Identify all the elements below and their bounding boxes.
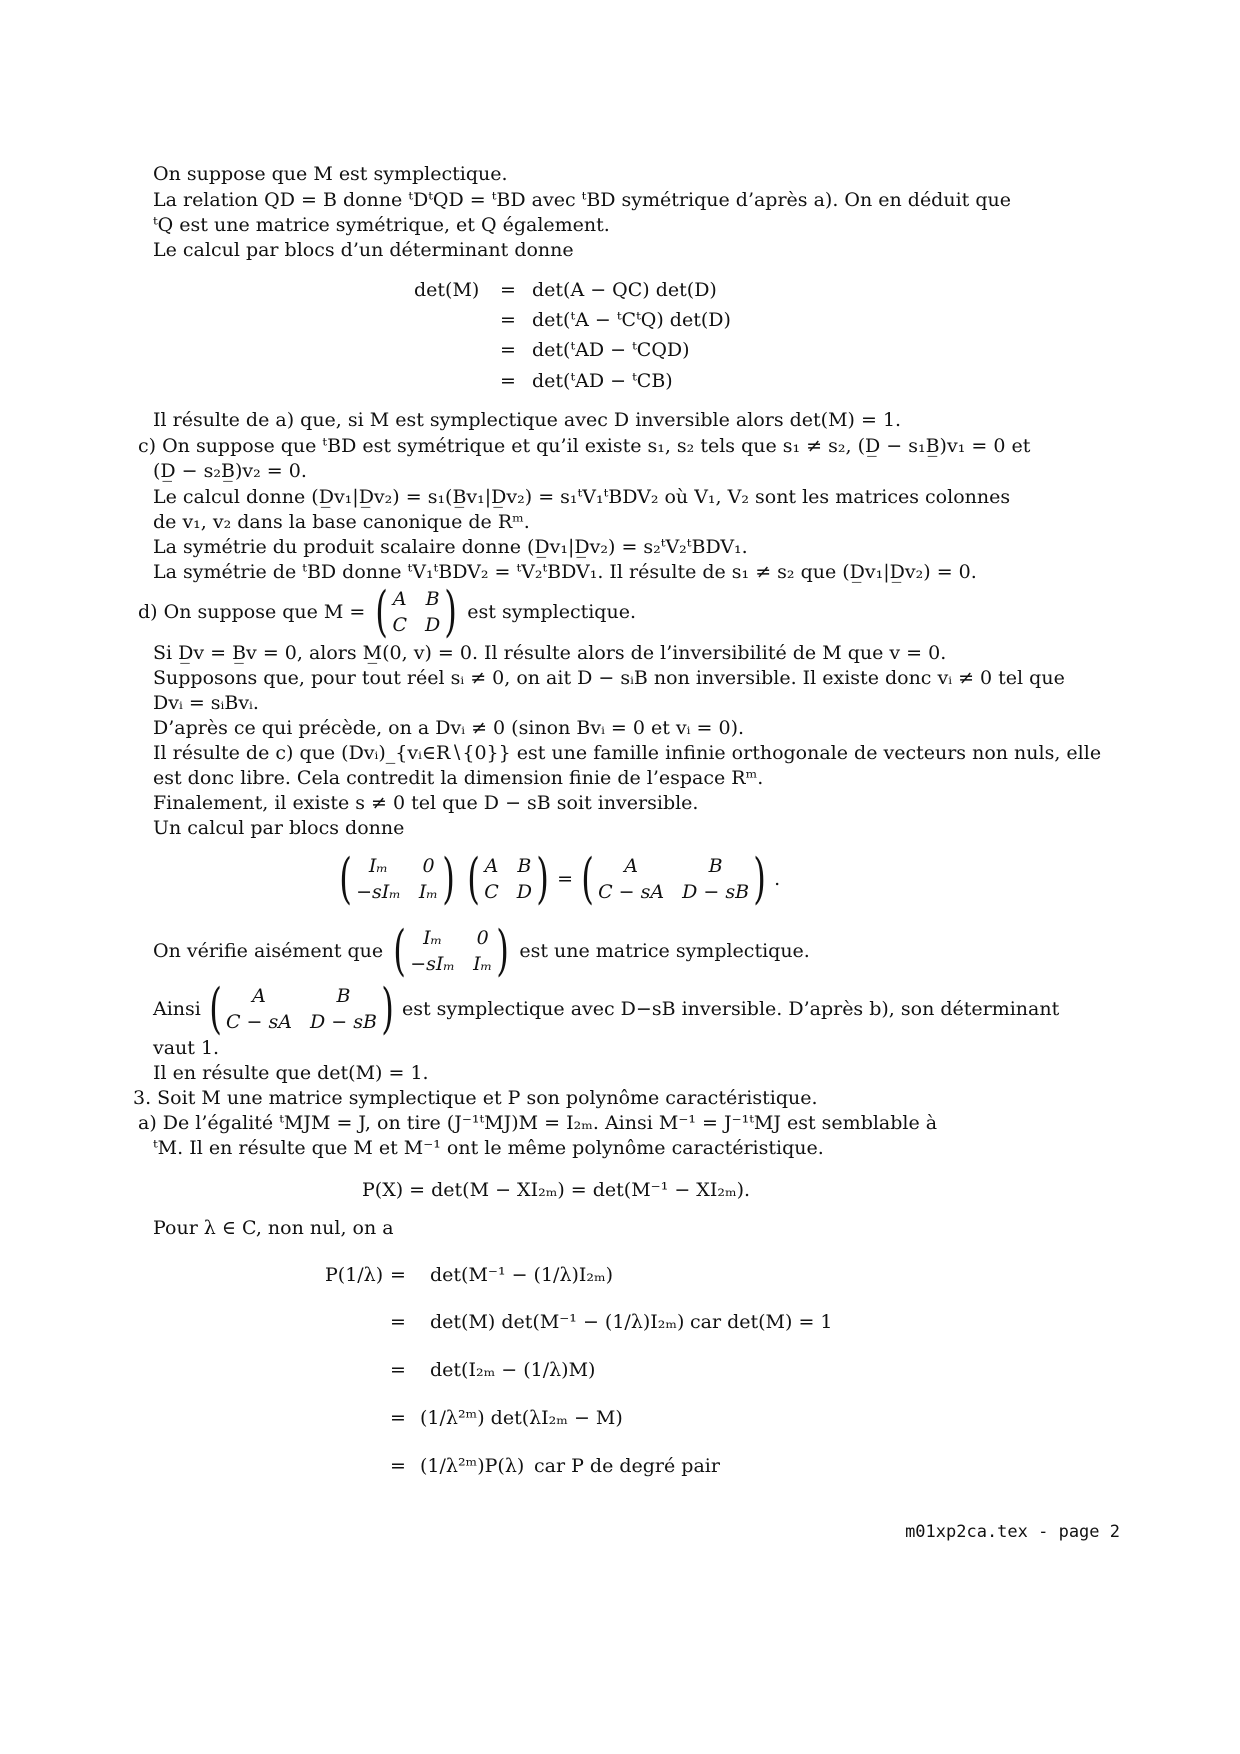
text: Ainsi <box>153 998 201 1020</box>
text-line: ᵗM. Il en résulte que M et M⁻¹ ont le même polynôme caractéristique. <box>153 1137 824 1159</box>
eq-sign: = <box>500 309 516 331</box>
eq-sign: = <box>500 279 516 301</box>
text-line: Un calcul par blocs donne <box>153 817 405 839</box>
matrix-cell: B <box>425 588 440 610</box>
matrix-cell: A <box>624 855 638 877</box>
matrix-T: ( Iₘ 0 −sIₘ Iₘ ) <box>393 919 510 982</box>
text-line: Si D̲v = B̲v = 0, alors M̲(0, v) = 0. Il résulte alors de l’inversibilité de M que v = 0. <box>153 642 947 664</box>
eq-sign: = <box>390 1359 406 1381</box>
eq-sign: = <box>390 1455 406 1477</box>
text: est symplectique. <box>467 601 636 623</box>
eq-rhs: det(M) det(M⁻¹ − (1/λ)I₂ₘ) <box>430 1311 685 1333</box>
text-line: La symétrie du produit scalaire donne (D̲v₁|D̲v₂) = s₂ᵗV₂ᵗBDV₁. <box>153 536 748 558</box>
eq-sign: = <box>500 370 516 392</box>
text-line: de v₁, v₂ dans la base canonique de Rᵐ. <box>153 511 530 533</box>
matrix-M: ( A B C D ) <box>375 580 458 643</box>
text-line: Dvᵢ = sᵢBvᵢ. <box>153 692 259 714</box>
matrix-cell: −sIₘ <box>410 953 456 975</box>
text-line: Le calcul par blocs d’un déterminant donne <box>153 239 574 261</box>
text-line: Supposons que, pour tout réel sᵢ ≠ 0, on ait D − sᵢB non inversible. Il existe donc vᵢ ≠ 0 tel que <box>153 667 1065 689</box>
eq-rhs: det(ᵗA − ᵗCᵗQ) det(D) <box>532 309 731 331</box>
eq-rhs: det(ᵗAD − ᵗCB) <box>532 370 673 392</box>
eq-rhs: det(ᵗAD − ᵗCQD) <box>532 339 690 361</box>
matrix-cell: Iₘ <box>473 953 493 975</box>
eq-lhs: P(1/λ) <box>325 1264 384 1286</box>
text-line: Il résulte de c) que (Dvᵢ)_{vᵢ∈R∖{0}} est une famille infinie orthogonale de vecteurs non nuls, elle <box>153 742 1102 764</box>
matrix-cell: 0 <box>476 927 489 949</box>
eq-note: car P de degré pair <box>534 1455 720 1477</box>
matrix-cell: B <box>517 855 532 877</box>
text-line: (D̲ − s₂B̲)v₂ = 0. <box>153 460 307 482</box>
text-line: Il en résulte que det(M) = 1. <box>153 1062 429 1084</box>
text: est une matrice symplectique. <box>519 940 810 962</box>
text-line: Finalement, il existe s ≠ 0 tel que D − sB soit inversible. <box>153 792 699 814</box>
matrix-cell: C <box>392 614 407 636</box>
text-line: c) On suppose que ᵗBD est symétrique et qu’il existe s₁, s₂ tels que s₁ ≠ s₂, (D̲ − s₁B̲)v₁ = 0 et <box>138 435 1031 457</box>
text: d) On suppose que M = <box>138 601 366 623</box>
text-line: ᵗQ est une matrice symétrique, et Q également. <box>153 214 610 236</box>
matrix-cell: C − sA <box>225 1011 292 1033</box>
eq-rhs: det(M⁻¹ − (1/λ)I₂ₘ) <box>430 1264 614 1286</box>
matrix-cell: B <box>336 985 351 1007</box>
matrix-cell: 0 <box>422 855 435 877</box>
matrix-cell: A <box>484 855 499 877</box>
matrix-cell: A <box>252 985 266 1007</box>
text-line: est donc libre. Cela contredit la dimension finie de l’espace Rᵐ. <box>153 767 764 789</box>
matrix-line <box>153 919 810 982</box>
text: On vérifie aisément que <box>153 940 384 962</box>
block-product-equation: ( Iₘ 0 −sIₘ Iₘ ) ( A B C D ) = ( A B C − sA D − sB ) . <box>335 852 780 906</box>
matrix-R: ( A B C − sA D − sB ) <box>209 977 394 1040</box>
eq-rhs: (1/λ²ᵐ) det(λI₂ₘ − M) <box>420 1407 623 1429</box>
text-line: 3. Soit M une matrice symplectique et P son polynôme caractéristique. <box>133 1087 818 1109</box>
matrix-M: ( A B C D ) <box>467 847 549 910</box>
matrix-cell: C − sA <box>598 881 665 903</box>
matrix-cell: B <box>708 855 723 877</box>
eq-lhs: det(M) <box>414 279 480 301</box>
eq-note: car det(M) = 1 <box>690 1311 833 1333</box>
matrix-cell: D <box>424 614 441 636</box>
eq-rhs: det(I₂ₘ − (1/λ)M) <box>430 1359 596 1381</box>
text-line: Il résulte de a) que, si M est symplectique avec D inversible alors det(M) = 1. <box>153 409 902 431</box>
text-line: D’après ce qui précède, on a Dvᵢ ≠ 0 (sinon Bvᵢ = 0 et vᵢ = 0). <box>153 717 745 739</box>
eq-sign: = <box>390 1264 406 1286</box>
eq-sign: = <box>557 868 574 890</box>
text-line: Pour λ ∈ C, non nul, on a <box>153 1217 394 1239</box>
text-line: On suppose que M est symplectique. <box>153 163 508 185</box>
matrix-cell: Iₘ <box>423 927 443 949</box>
matrix-cell: D <box>516 881 533 903</box>
eq-sign: = <box>390 1311 406 1333</box>
eq-rhs: (1/λ²ᵐ)P(λ) <box>420 1455 525 1477</box>
text-line: La relation QD = B donne ᵗDᵗQD = ᵗBD avec ᵗBD symétrique d’après a). On en déduit que <box>153 189 1011 211</box>
matrix-R: ( A B C − sA D − sB ) <box>581 847 766 910</box>
eq-rhs: det(A − QC) det(D) <box>532 279 717 301</box>
matrix-cell: C <box>484 881 499 903</box>
text-line: vaut 1. <box>153 1037 220 1059</box>
text-line: La symétrie de ᵗBD donne ᵗV₁ᵗBDV₂ = ᵗV₂ᵗBDV₁. Il résulte de s₁ ≠ s₂ que (D̲v₁|D̲v₂) = 0. <box>153 561 977 583</box>
char-poly-equation: P(X) = det(M − XI₂ₘ) = det(M⁻¹ − XI₂ₘ). <box>362 1179 751 1201</box>
matrix-line <box>153 977 1060 1040</box>
matrix-cell: Iₘ <box>368 855 389 877</box>
matrix-cell: −sIₘ <box>356 881 401 903</box>
matrix-cell: D − sB <box>682 881 750 903</box>
text-line: Le calcul donne (D̲v₁|D̲v₂) = s₁(B̲v₁|D̲v₂) = s₁ᵗV₁ᵗBDV₂ où V₁, V₂ sont les matrices colonnes <box>153 486 1011 508</box>
matrix-T: ( Iₘ 0 −sIₘ Iₘ ) <box>339 847 455 910</box>
eq-sign: = <box>500 339 516 361</box>
matrix-cell: D − sB <box>309 1011 377 1033</box>
eq-sign: = <box>390 1407 406 1429</box>
matrix-cell: Iₘ <box>418 881 439 903</box>
text-line: a) De l’égalité ᵗMJM = J, on tire (J⁻¹ᵗMJ)M = I₂ₘ. Ainsi M⁻¹ = J⁻¹ᵗMJ est semblable à <box>138 1112 938 1134</box>
page-footer: m01xp2ca.tex - page 2 <box>905 1522 1120 1542</box>
text: est symplectique avec D−sB inversible. D’après b), son déterminant <box>402 998 1060 1020</box>
matrix-line <box>138 580 636 643</box>
matrix-cell: A <box>392 588 407 610</box>
